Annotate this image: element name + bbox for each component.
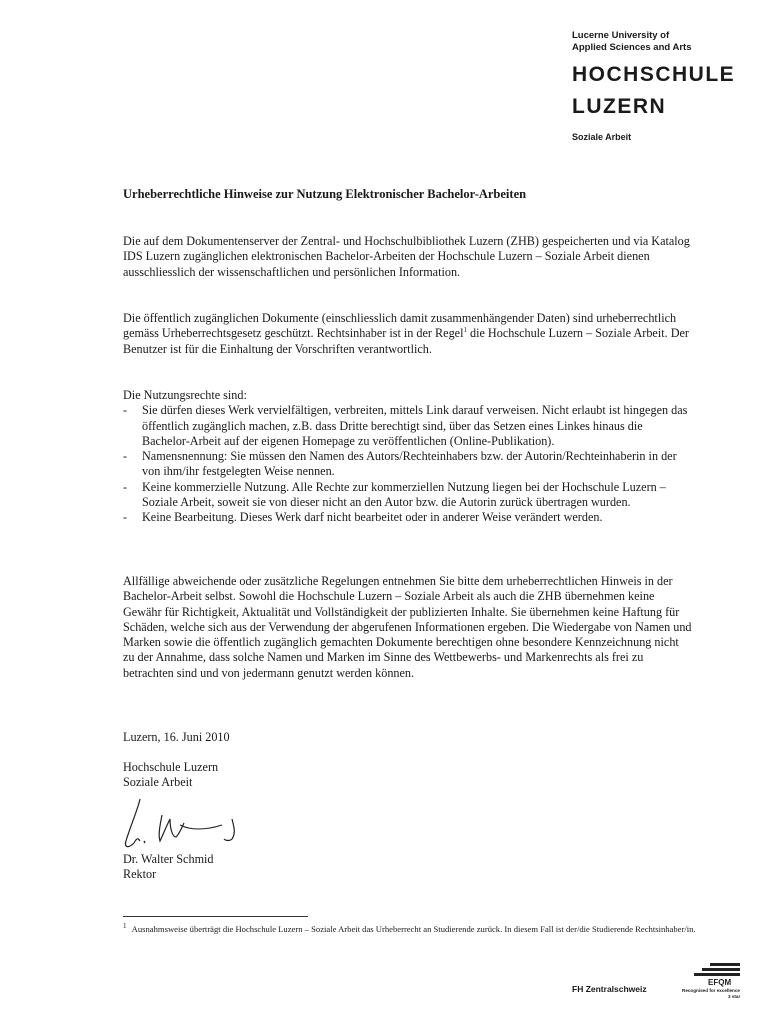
signatory xyxy=(123,852,693,883)
network-name: FH Zentralschweiz xyxy=(572,984,647,994)
signatory-role: Rektor xyxy=(123,867,157,882)
usage-rights-list xyxy=(123,403,693,525)
organization-line2: Soziale Arbeit xyxy=(123,775,193,790)
footnote-reference: 1 xyxy=(463,326,467,335)
logo-wordmark-line1: HOCHSCHULE xyxy=(572,63,736,86)
usage-rights-section xyxy=(123,388,693,526)
paragraph-copyright-text-a: Die öffentlich zugänglichen Dokumente (einschliesslich damit zusammenhängender Daten) sind urheberrechtlich gemäss Urheberrechtsgesetz geschützt. Rechtsinhaber ist in der Regel xyxy=(123,311,677,341)
department-name: Soziale Arbeit xyxy=(572,132,632,142)
usage-right-item: - Keine kommerzielle Nutzung. Alle Rechte zur kommerziellen Nutzung liegen bei der Hochschule Luzern – Soziale Arbeit, soweit sie von dieser nicht an den Autor bzw. die Autorin zurück übertragen wurden. xyxy=(123,480,693,511)
university-name-line1: Lucerne University of xyxy=(572,30,670,41)
paragraph-intro xyxy=(123,234,693,280)
signature-image xyxy=(118,797,248,852)
usage-right-item: - Namensnennung: Sie müssen den Namen des Autors/Rechteinhabers bzw. der Autorin/Rechteinhaberin in der von ihm/ihr festgelegten Weise nennen. xyxy=(123,449,693,480)
paragraph-copyright-text-b: die Hochschule Luzern – Soziale Arbeit. Der Benutzer ist für die Einhaltung der Vorschriften verantwortlich. xyxy=(123,326,689,356)
efqm-tagline: Recognised for excellence xyxy=(682,988,740,993)
footnote xyxy=(123,924,703,936)
place-date xyxy=(123,730,693,745)
efqm-rating: 3 star xyxy=(728,994,741,999)
efqm-logo xyxy=(680,963,750,999)
university-logo xyxy=(572,30,735,142)
organization-line1: Hochschule Luzern xyxy=(123,760,219,774)
paragraph-copyright xyxy=(123,311,693,357)
paragraph-disclaimer-text: Allfällige abweichende oder zusätzliche Regelungen entnehmen Sie bitte dem urheberrechtlichen Hinweis in der Bachelor-Arbeit selbst. Sowohl die Hochschule Luzern – Soziale Arbeit als auch die ZHB übernehmen keine Gewähr für Richtigkeit, Aktualität und Vollständigkeit der publizierten Inhalte. Sie übernehmen keine Haftung für Schäden, welche sich aus der Verwendung der abgerufenen Informationen ergeben. Die Wiedergabe von Namen und Marken sowie die öffentlich zugänglich gemachten Dokumente berechtigen ohne besondere Kennzeichnung nicht zu der Annahme, dass solche Namen und Marken im Sinne des Wettbewerbs- und Markenrechts als frei zu betrachten sind und von jedermann genutzt werden können. xyxy=(123,574,692,680)
issuing-organization xyxy=(123,760,693,791)
paragraph-intro-text: Die auf dem Dokumentenserver der Zentral- und Hochschulbibliothek Luzern (ZHB) gespeicherten und via Katalog IDS Luzern zugänglichen elektronischen Bachelor-Arbeiten der Hochschule Luzern – Soziale Arbeit dienen ausschliesslich der wissenschaftlichen und persönlichen Information. xyxy=(123,234,690,279)
place-date-text: Luzern, 16. Juni 2010 xyxy=(123,730,230,744)
usage-right-item: - Sie dürfen dieses Werk vervielfältigen, verbreiten, mittels Link darauf verweisen. Nicht erlaubt ist hingegen das öffentlich zugänglich machen, z.B. dass Dritte berechtigt sind, über das Setzen eines Linkes hinaus die Bachelor-Arbeit auf der eigenen Homepage zu veröffentlichen (Online-Publikation). xyxy=(123,403,693,449)
signatory-name: Dr. Walter Schmid xyxy=(123,852,214,866)
usage-rights-intro: Die Nutzungsrechte sind: xyxy=(123,388,247,402)
document-title: Urheberrechtliche Hinweise zur Nutzung Elektronischer Bachelor-Arbeiten xyxy=(123,187,527,201)
logo-wordmark-line2: LUZERN xyxy=(572,95,667,118)
usage-right-item: - Keine Bearbeitung. Dieses Werk darf nicht bearbeitet oder in anderer Weise verändert werden. xyxy=(123,510,693,525)
footnote-divider xyxy=(123,916,308,917)
efqm-label: EFQM xyxy=(708,978,732,987)
footnote-text: Ausnahmsweise überträgt die Hochschule Luzern – Soziale Arbeit das Urheberrecht an Studierende zurück. In diesem Fall ist der/die Studierende Rechtsinhaber/in. xyxy=(131,924,696,934)
university-name-line2: Applied Sciences and Arts xyxy=(572,42,692,53)
paragraph-disclaimer xyxy=(123,574,693,681)
footnote-marker: 1 xyxy=(123,922,127,931)
